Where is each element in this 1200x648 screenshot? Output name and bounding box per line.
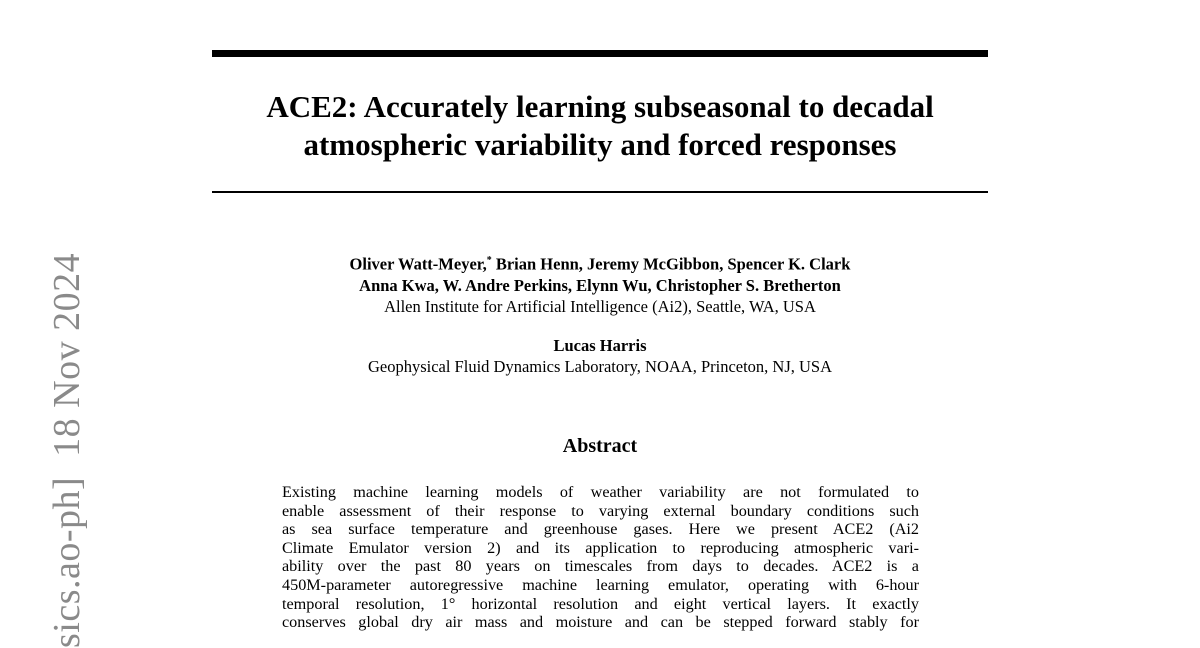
paper-title [212, 88, 988, 164]
abstract-line: 450M-parameter autoregressive machine learning emulator, operating with 6-hour [282, 575, 919, 594]
author-block-2 [212, 335, 988, 377]
abstract-line: conserves global dry air mass and moisture and can be stepped forward stably for [282, 613, 919, 632]
abstract-line: temporal resolution, 1° horizontal resolution and eight vertical layers. It exactly [282, 594, 919, 613]
title-line-1: ACE2: Accurately learning subseasonal to decadal [266, 89, 934, 124]
author-block-1 [212, 250, 988, 317]
abstract-line: ability over the past 80 years on timescales from days to decades. ACE2 is a [282, 557, 919, 576]
author-line-3: Lucas Harris [553, 336, 647, 355]
abstract-line: Existing machine learning models of weather variability are not formulated to [282, 483, 919, 501]
arxiv-date: 18 Nov 2024 [46, 252, 88, 457]
abstract-line: as sea surface temperature and greenhouse gases. Here we present ACE2 (Ai2 [282, 520, 919, 539]
abstract-line: Climate Emulator version 2) and its application to reproducing atmospheric vari- [282, 538, 919, 557]
author-line-2: Anna Kwa, W. Andre Perkins, Elynn Wu, Christopher S. Bretherton [359, 275, 841, 295]
top-rule [212, 50, 988, 57]
arxiv-stamp [48, 253, 86, 648]
abstract-line: enable assessment of their response to varying external boundary conditions such [282, 501, 919, 520]
arxiv-category: sics.ao-ph] [46, 476, 88, 648]
affiliation-2: Geophysical Fluid Dynamics Laboratory, NOAA, Princeton, NJ, USA [367, 357, 833, 376]
title-line-2: atmospheric variability and forced responses [303, 127, 897, 162]
footnote-mark: * [486, 255, 492, 266]
author-rest: Brian Henn, Jeremy McGibbon, Spencer K. Clark [491, 254, 851, 274]
abstract-body [282, 483, 919, 632]
abstract-heading: Abstract [562, 435, 638, 457]
author-first: Oliver Watt-Meyer, [349, 254, 487, 274]
author-line-1 [212, 250, 988, 275]
affiliation-1: Allen Institute for Artificial Intelligence (Ai2), Seattle, WA, USA [384, 296, 816, 316]
title-rule [212, 191, 988, 193]
